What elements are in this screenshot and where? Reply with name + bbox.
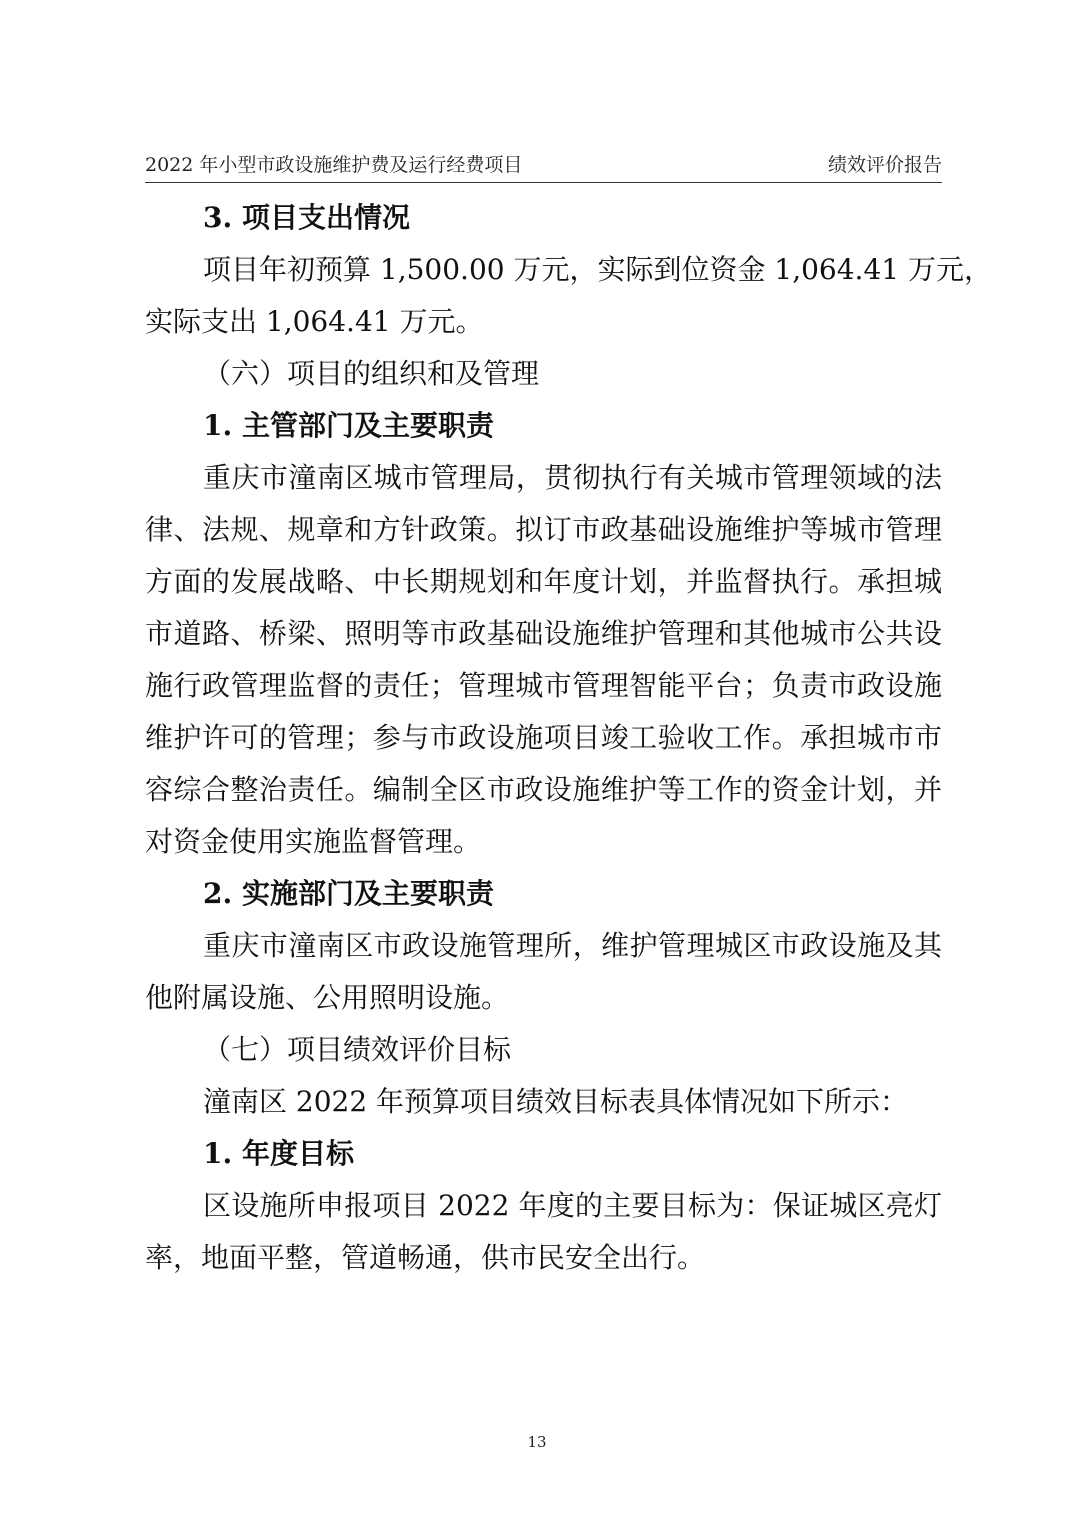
subsection-heading-competent-department: 1. 主管部门及主要职责 (203, 409, 494, 442)
paragraph-line: 重庆市潼南区城市管理局，贯彻执行有关城市管理领域的法 (203, 461, 942, 494)
paragraph-line: 实际支出 1,064.41 万元。 (145, 305, 484, 338)
page-header (145, 148, 942, 183)
paragraph-line: 他附属设施、公用照明设施。 (145, 981, 510, 1014)
paragraph-line: 维护许可的管理；参与市政设施项目竣工验收工作。承担城市市 (145, 721, 942, 754)
subsection-heading-annual-goals: 1. 年度目标 (203, 1137, 354, 1170)
paragraph-line: 方面的发展战略、中长期规划和年度计划，并监督执行。承担城 (145, 565, 942, 598)
section-heading-organization: （六）项目的组织和及管理 (203, 357, 540, 390)
subsection-heading-implementing-department: 2. 实施部门及主要职责 (203, 877, 494, 910)
section-heading-expenditure: 3. 项目支出情况 (203, 201, 410, 234)
paragraph-line: 重庆市潼南区市政设施管理所，维护管理城区市政设施及其 (203, 929, 942, 962)
paragraph-line: 率，地面平整，管道畅通，供市民安全出行。 (145, 1241, 706, 1274)
header-report-title: 2022 年小型市政设施维护费及运行经费项目 (145, 154, 523, 176)
paragraph-line: 对资金使用实施监督管理。 (145, 825, 482, 858)
paragraph-line: 容综合整治责任。编制全区市政设施维护等工作的资金计划，并 (145, 773, 942, 806)
header-report-type: 绩效评价报告 (827, 154, 942, 176)
paragraph-line: 律、法规、规章和方针政策。拟订市政基础设施维护等城市管理 (145, 513, 942, 546)
paragraph-line: 市道路、桥梁、照明等市政基础设施维护管理和其他城市公共设 (145, 617, 942, 650)
page-number: 13 (527, 1433, 547, 1451)
section-heading-performance-goals: （七）项目绩效评价目标 (203, 1033, 512, 1066)
document-body (145, 192, 992, 1284)
paragraph-line: 施行政管理监督的责任；管理城市管理智能平台；负责市政设施 (145, 669, 942, 702)
paragraph-line: 项目年初预算 1,500.00 万元，实际到位资金 1,064.41 万元， (203, 253, 992, 286)
paragraph-line: 区设施所申报项目 2022 年度的主要目标为：保证城区亮灯 (203, 1189, 942, 1222)
paragraph-line: 潼南区 2022 年预算项目绩效目标表具体情况如下所示： (203, 1085, 909, 1118)
